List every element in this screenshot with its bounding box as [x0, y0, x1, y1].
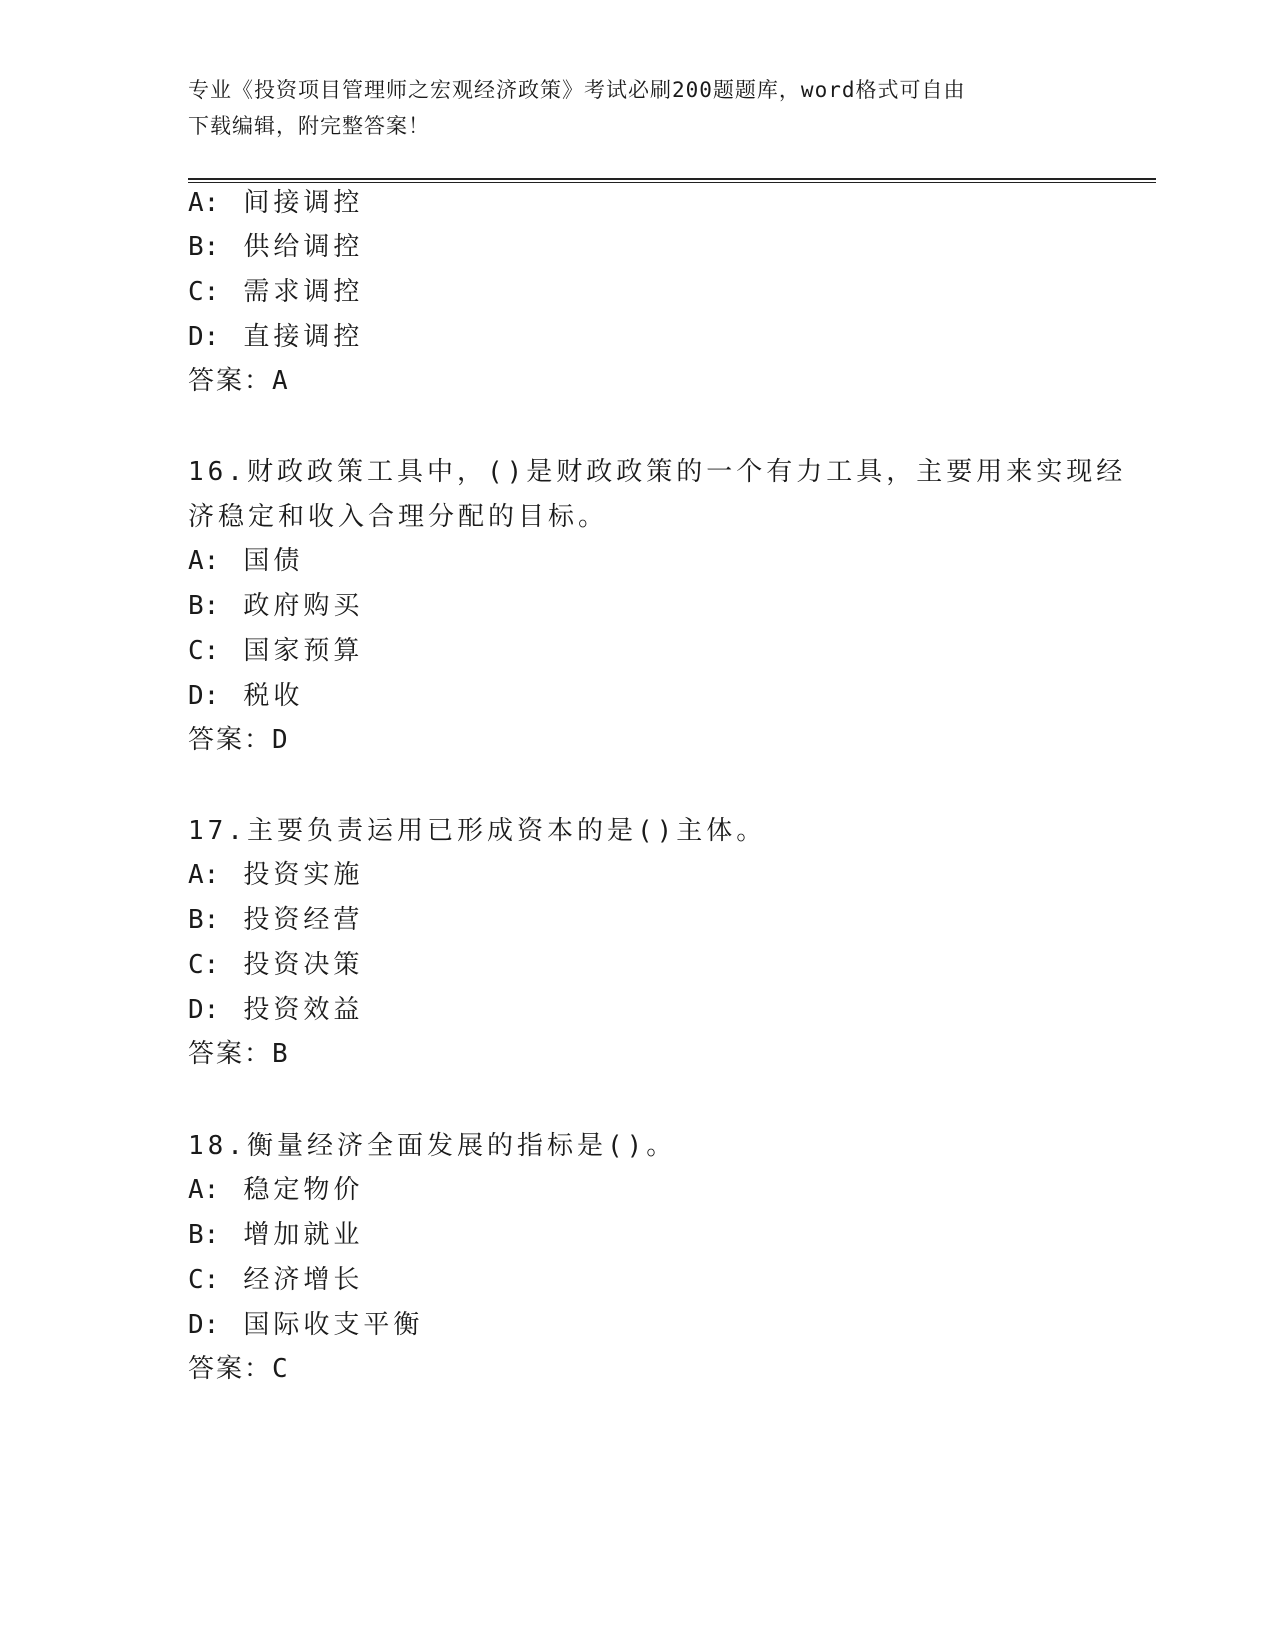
q18-option-d — [188, 1308, 423, 1342]
option-letter: C: — [188, 277, 220, 307]
option-text: 投资效益 — [243, 995, 364, 1025]
q18-stem-line-1: 18.衡量经济全面发展的指标是()。 — [188, 1131, 677, 1161]
option-letter: C: — [188, 1265, 220, 1295]
q18-option-c — [188, 1263, 363, 1297]
q18-answer — [188, 1352, 290, 1386]
option-text: 间接调控 — [243, 188, 364, 218]
option-letter: B: — [188, 905, 220, 935]
option-text: 政府购买 — [243, 591, 364, 621]
q15-option-b — [188, 230, 363, 264]
option-letter: B: — [188, 232, 220, 262]
option-letter: D: — [188, 1310, 220, 1340]
q17-stem-line-1: 17.主要负责运用已形成资本的是()主体。 — [188, 816, 767, 846]
q17-option-d — [188, 993, 363, 1027]
option-letter: C: — [188, 636, 220, 666]
option-letter: B: — [188, 591, 220, 621]
q17-answer — [188, 1037, 290, 1071]
q15-option-d — [188, 320, 363, 354]
q16-stem-line-1: 16.财政政策工具中，()是财政政策的一个有力工具，主要用来实现经 — [188, 457, 1127, 487]
option-text: 国际收支平衡 — [243, 1310, 424, 1340]
q15-option-a — [188, 186, 363, 220]
answer-value: A — [272, 366, 290, 396]
header-line-1: 专业《投资项目管理师之宏观经济政策》考试必刷200题题库，word格式可自由 — [188, 78, 966, 102]
option-text: 投资决策 — [243, 950, 364, 980]
option-text: 稳定物价 — [243, 1175, 364, 1205]
q17-option-c — [188, 948, 363, 982]
header-divider — [188, 178, 1156, 183]
answer-label: 答案： — [188, 1354, 273, 1384]
option-letter: A: — [188, 188, 220, 218]
q18-option-a — [188, 1173, 363, 1207]
option-letter: D: — [188, 995, 220, 1025]
answer-label: 答案： — [188, 366, 273, 396]
answer-value: D — [272, 725, 290, 755]
q17-option-b — [188, 903, 363, 937]
q16-option-b — [188, 589, 363, 623]
q15-answer — [188, 364, 290, 398]
document-header — [188, 72, 1088, 144]
q17-option-a — [188, 858, 363, 892]
option-letter: C: — [188, 950, 220, 980]
q16-option-a — [188, 544, 303, 578]
option-letter: A: — [188, 1175, 220, 1205]
option-text: 税收 — [243, 681, 304, 711]
q16-option-c — [188, 634, 363, 668]
q15-option-c — [188, 275, 363, 309]
option-letter: B: — [188, 1220, 220, 1250]
option-text: 投资实施 — [243, 860, 364, 890]
option-text: 经济增长 — [243, 1265, 364, 1295]
option-text: 供给调控 — [243, 232, 364, 262]
answer-value: B — [272, 1039, 290, 1069]
option-letter: A: — [188, 860, 220, 890]
option-letter: D: — [188, 681, 220, 711]
option-letter: D: — [188, 322, 220, 352]
answer-label: 答案： — [188, 1039, 273, 1069]
option-text: 需求调控 — [243, 277, 364, 307]
answer-value: C — [272, 1354, 290, 1384]
option-text: 投资经营 — [243, 905, 364, 935]
option-text: 国家预算 — [243, 636, 364, 666]
option-letter: A: — [188, 546, 220, 576]
option-text: 国债 — [243, 546, 304, 576]
answer-label: 答案： — [188, 725, 273, 755]
q16-answer — [188, 723, 290, 757]
option-text: 增加就业 — [243, 1220, 364, 1250]
header-line-2: 下载编辑，附完整答案！ — [188, 114, 430, 138]
option-text: 直接调控 — [243, 322, 364, 352]
q18-option-b — [188, 1218, 363, 1252]
q16-stem-line-2: 济稳定和收入合理分配的目标。 — [188, 502, 609, 532]
q16-option-d — [188, 679, 303, 713]
